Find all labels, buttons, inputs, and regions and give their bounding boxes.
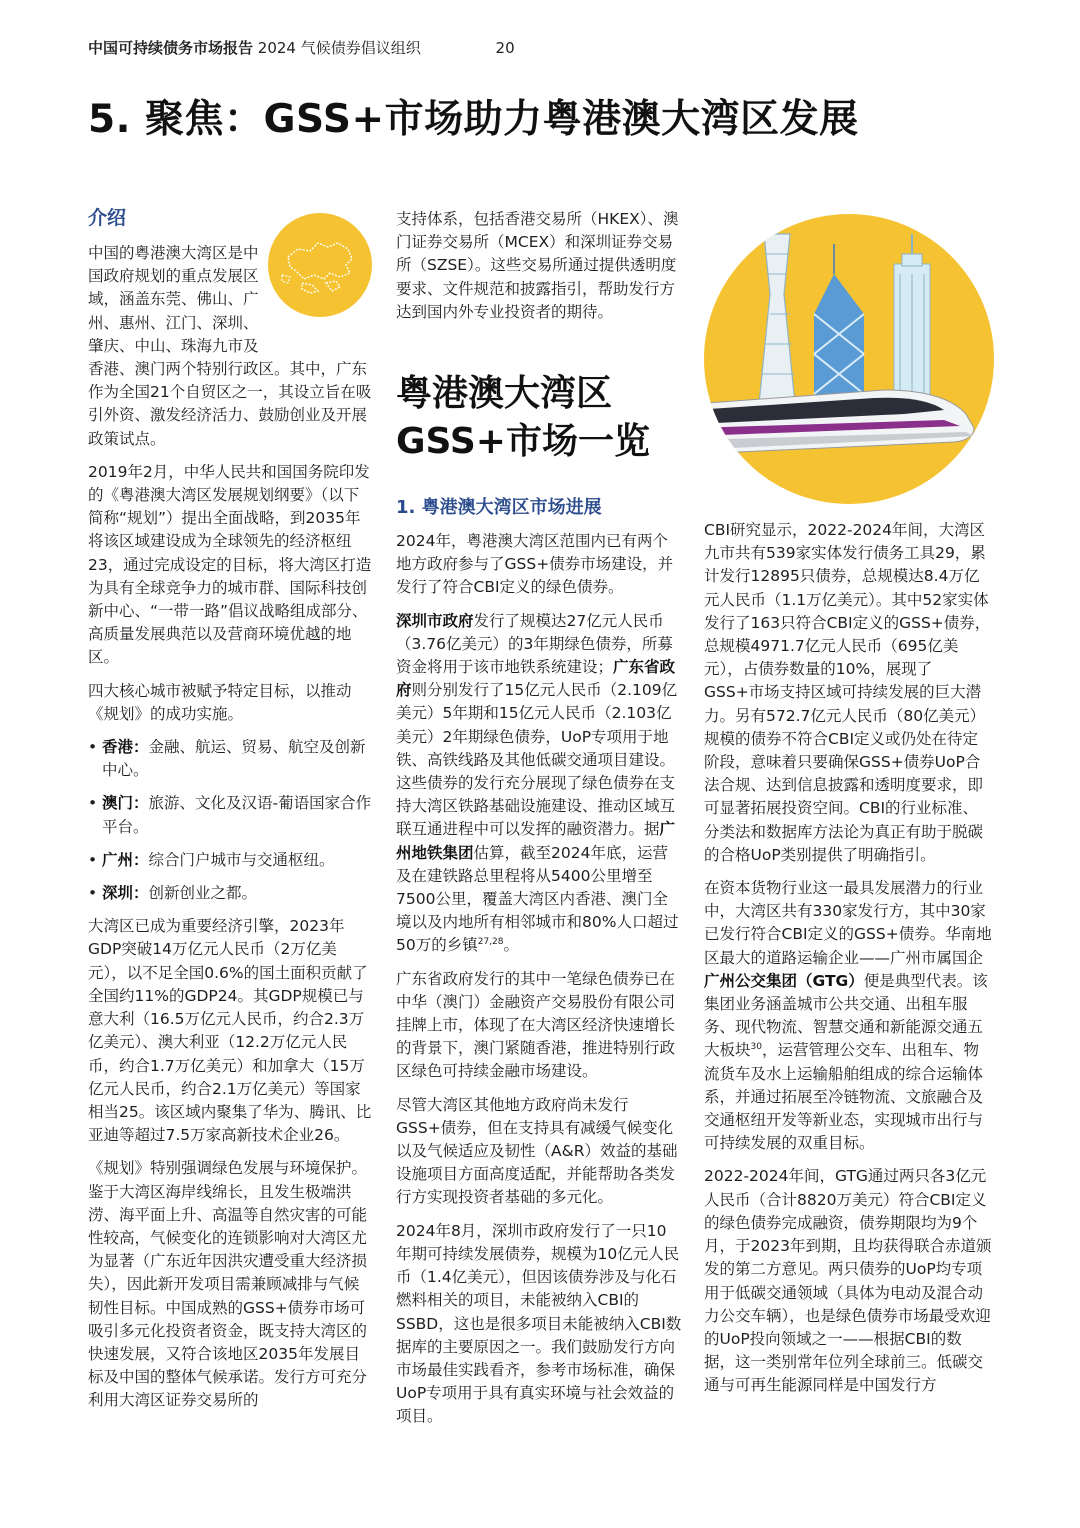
c3-paragraph-2: 在资本货物行业这一最具发展潜力的行业中，大湾区共有330家发行方，其中30家已发行符合CBI定义的GSS+债券。华南地区最大的道路运输企业——广州市属国企广州公交集团（GTG）便是典型代表。该集团业务涵盖城市公共交通、出租车服务、现代物流、智慧交通和新能源交通五大板块$^{30}$，运营管理公交车、出租车、物流货车及水上运输船舶组成的综合运输体系，并通过拓展至冷链物流、文旅融合及交通枢纽开发等新业态，实现城市出行与可持续发展的双重目标。 (704, 879, 992, 1153)
intro-paragraph-2: 2019年2月，中华人民共和国国务院印发的《粤港澳大湾区发展规划纲要》（以下简称“规划”）提出全面战略，到2035年将该区域建设成为全球领先的经济枢纽23，通过完成设定的目标，将大湾区打造为具有全球竞争力的城市群、国际科技创新中心、“一带一路”倡议战略组成部分、高质量发展典范以及营商环境优越的地区。 (88, 462, 372, 667)
column-1 (88, 242, 374, 1423)
intro-p1: 中国的粤港澳大湾区是中国政府规划的重点发展区域，涵盖东莞、佛山、广州、惠州、江门、深圳、肇庆、中山、珠海九市及香港、澳门两个特别行政区。其中，广东作为全国21个自贸区之一，其设立旨在吸引外资、激发经济活力、鼓励创业及开展政策试点。 (88, 244, 372, 448)
s1-paragraph-2: 深圳市政府发行了规模达27亿元人民币（3.76亿美元）的3年期绿色债券，所募资金将用于该市地铁系统建设；广东省政府则分别发行了15亿元人民币（2.109亿美元）5年期和15亿元人民币（2.103亿美元）2年期绿色债券，UoP专项用于地铁、高铁线路及其他低碳交通项目建设。这些债券的发行充分展现了绿色债券在支持大湾区铁路基础设施建设、推动区域互联互通进程中可以发挥的融资潜力。据广州地铁集团估算，截至2024年底，运营及在建铁路总里程将从5400公里增至7500公里，覆盖大湾区内香港、澳门全境以及内地所有相邻城市和80%人口超过50万的乡镇$^{27,28}$。 (396, 611, 679, 955)
overview-title (396, 370, 650, 466)
running-header (88, 37, 515, 58)
list-item: • 澳门：旅游、文化及汉语-葡语国家合作平台。 (88, 792, 374, 838)
list-item: • 深圳：创新创业之都。 (88, 882, 374, 905)
intro-paragraph-5: 《规划》特别强调绿色发展与环境保护。鉴于大湾区海岸线绵长，且发生极端洪涝、海平面上升、高温等自然灾害的可能性较高，气候变化的连锁影响对大湾区尤为显著（广东近年因洪灾遭受重大经济损失），因此新开发项目需兼顾减排与气候韧性目标。中国成熟的GSS+债券市场可吸引多元化投资者资金，既支持大湾区的快速发展，又符合该地区2035年发展目标及中国的整体气候承诺。发行方可充分利用大湾区证券交易所的 (88, 1159, 368, 1410)
page-number: 20 (495, 39, 515, 57)
intro-paragraph-3: 四大核心城市被赋予特定目标，以推动《规划》的成功实施。 (88, 681, 352, 723)
s1-paragraph-3: 广东省政府发行的其中一笔绿色债券已在中华（澳门）金融资产交易股份有限公司挂牌上市，体现了在大湾区经济快速增长的背景下，澳门紧随香港，推进特别行政区绿色可持续金融市场建设。 (396, 969, 676, 1081)
city-goal-list (88, 736, 374, 905)
overview-title-line-1: 粤港澳大湾区 (396, 373, 613, 414)
intro-p1-wrap (88, 242, 374, 451)
report-title: 中国可持续债务市场报告 (88, 39, 254, 57)
c3-paragraph-3: 2022-2024年间，GTG通过两只各3亿元人民币（合计8820万美元）符合CBI定义的绿色债券完成融资，债券期限均为9个月，于2023年到期，且均获得联合赤道颁发的第二方意见。两只债券的UoP均专项用于低碳交通领域（具体为电动及混合动力公交车辆），也是绿色债券市场最受欢迎的UoP投向领域之一——根据CBI的数据，这一类别常年位列全球前三。低碳交通与可再生能源同样是中国发行方 (704, 1167, 992, 1395)
intro-paragraph-1-text (88, 242, 374, 451)
s1-paragraph-1: 2024年，粤港澳大湾区范围内已有两个地方政府参与了GSS+债券市场建设，并发行了符合CBI定义的绿色债券。 (396, 532, 674, 597)
overview-title-line-2: GSS+市场一览 (396, 421, 650, 462)
s1-paragraph-5: 2024年8月，深圳市政府发行了一只10年期可持续发展债券，规模为10亿元人民币（1.4亿美元），但因该债券涉及与化石燃料相关的项目，未能被纳入CBI的SSBD，这也是很多项目未能被纳入CBI数据库的主要原因之一。我们鼓励发行方向市场最佳实践看齐，参考市场标准，确保UoP专项用于具有真实环境与社会效益的项目。 (396, 1221, 682, 1426)
list-item: • 香港：金融、航运、贸易、航空及创新中心。 (88, 736, 374, 782)
org-name: 2024 气候债券倡议组织 (257, 39, 421, 57)
section-1-heading: 1. 粤港澳大湾区市场进展 (396, 497, 602, 518)
c3-paragraph-1: CBI研究显示，2022-2024年间，大湾区九市共有539家实体发行债务工具29，累计发行12895只债券，总规模达8.4万亿元人民币（1.1万亿美元）。其中52家实体发行了163只符合CBI定义的GSS+债券，总规模4971.7亿元人民币（695亿美元），占债券数量的10%，展现了GSS+市场支持区域可持续发展的巨大潜力。另有572.7亿元人民币（80亿美元）规模的债券不符合CBI定义或仍处在待定阶段，意味着只要确保GSS+债券UoP合法合规、达到信息披露和透明度要求，即可显著拓展投资空间。CBI的行业标准、分类法和数据库方法论为真正有助于脱碳的合格UoP类别提供了明确指引。 (704, 521, 991, 864)
column-2 (396, 530, 682, 1439)
intro-heading: 介绍 (88, 207, 127, 229)
intro-paragraph-4: 大湾区已成为重要经济引擎，2023年GDP突破14万亿元人民币（2万亿美元），以不足全国0.6%的国土面积贡献了全国约11%的GDP24。其GDP规模已与意大利（16.5万亿元人民币，约合2.3万亿美元）、澳大利亚（12.2万亿元人民币，约合1.7万亿美元）和加拿大（15万亿元人民币，约合2.1万亿美元）等国家相当25。该区域内聚集了华为、腾讯、比亚迪等超过7.5万家高新技术企业26。 (88, 917, 372, 1145)
page-title: 5. 聚焦：GSS+市场助力粤港澳大湾区发展 (88, 97, 859, 142)
exchange-paragraph: 支持体系，包括香港交易所（HKEX）、澳门证券交易所（MCEX）和深圳证券交易所（SZSE）。这些交易所通过提供透明度要求、文件规范和披露指引，帮助发行方达到国内外专业投资者的期待。 (396, 210, 679, 321)
list-item: • 广州：综合门户城市与交通枢纽。 (88, 849, 374, 872)
column-3 (704, 519, 992, 1408)
s1-paragraph-4: 尽管大湾区其他地方政府尚未发行GSS+债券，但在支持具有减缓气候变化以及气候适应及韧性（A&R）效益的基础设施项目方面高度适配，并能帮助各类发行方实现投资者基础的多元化。 (396, 1095, 678, 1207)
greater-bay-illustration (704, 214, 994, 504)
column-2-top (396, 208, 682, 334)
